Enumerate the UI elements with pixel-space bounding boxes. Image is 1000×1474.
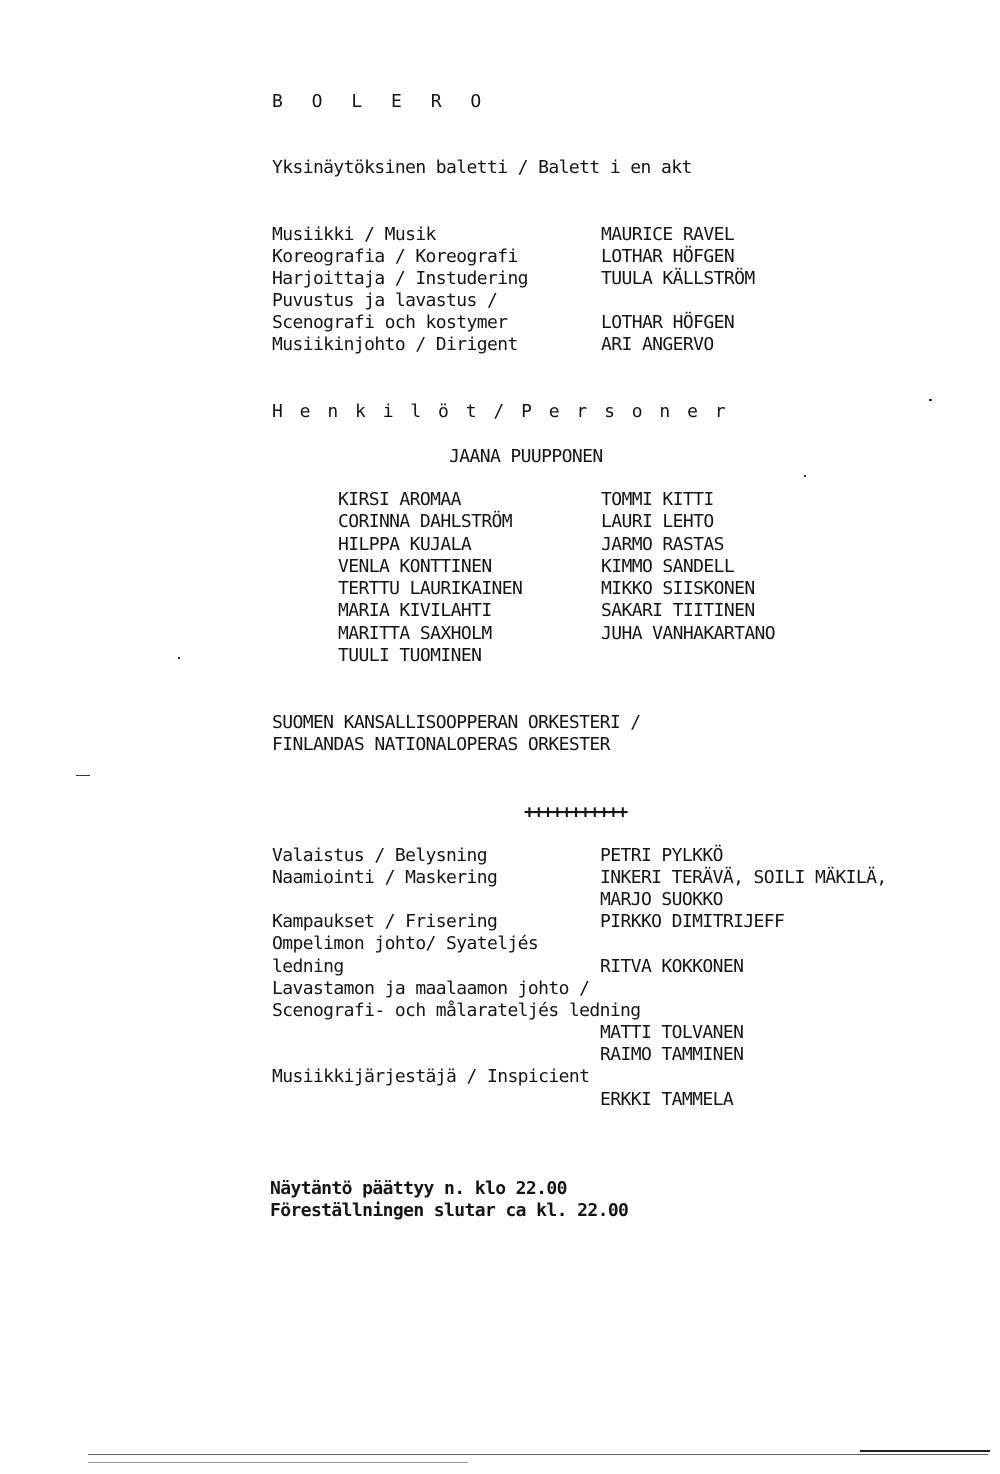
scan-edge-line bbox=[88, 1454, 988, 1455]
credit-role: Musiikinjohto / Dirigent bbox=[272, 334, 518, 355]
credit-name: LOTHAR HÖFGEN bbox=[601, 246, 735, 267]
credit-name: LOTHAR HÖFGEN bbox=[601, 312, 735, 333]
scan-speck bbox=[804, 475, 806, 477]
dancer-name: MARITTA SAXHOLM bbox=[338, 623, 492, 644]
staff-name: INKERI TERÄVÄ, SOILI MÄKILÄ, bbox=[600, 867, 887, 888]
lead-dancer: JAANA PUUPPONEN bbox=[449, 446, 603, 467]
end-time-sv: Föreställningen slutar ca kl. 22.00 bbox=[270, 1200, 629, 1221]
staff-name: PIRKKO DIMITRIJEFF bbox=[600, 911, 785, 932]
dancer-name: VENLA KONTTINEN bbox=[338, 556, 492, 577]
credit-role: Harjoittaja / Instudering bbox=[272, 268, 528, 289]
dancer-name: JARMO RASTAS bbox=[601, 534, 724, 555]
dancer-name: KIRSI AROMAA bbox=[338, 489, 461, 510]
staff-role: Naamiointi / Maskering bbox=[272, 867, 498, 888]
end-time-fi: Näytäntö päättyy n. klo 22.00 bbox=[270, 1178, 567, 1199]
scan-edge-line bbox=[88, 1462, 468, 1463]
persons-heading: H e n k i l ö t / P e r s o n e r bbox=[272, 401, 729, 422]
staff-name: RITVA KOKKONEN bbox=[600, 956, 744, 977]
dancer-name: CORINNA DAHLSTRÖM bbox=[338, 511, 513, 532]
dancer-name: SAKARI TIITINEN bbox=[601, 600, 755, 621]
dancer-name: TOMMI KITTI bbox=[601, 489, 714, 510]
scan-speck bbox=[76, 775, 90, 776]
staff-role: Kampaukset / Frisering bbox=[272, 911, 498, 932]
scan-speck bbox=[929, 399, 932, 401]
credit-role: Puvustus ja lavastus / bbox=[272, 290, 498, 311]
credit-role: Musiikki / Musik bbox=[272, 224, 436, 245]
staff-role: Lavastamon ja maalaamon johto / bbox=[272, 978, 590, 999]
scan-speck bbox=[178, 657, 180, 659]
dancer-name: TUULI TUOMINEN bbox=[338, 645, 482, 666]
staff-role: Scenografi- och målarateljés ledning bbox=[272, 1000, 641, 1021]
subtitle: Yksinäytöksinen baletti / Balett i en akt bbox=[272, 157, 692, 178]
dancer-name: MARIA KIVILAHTI bbox=[338, 600, 492, 621]
staff-name: MARJO SUOKKO bbox=[600, 889, 723, 910]
credit-role: Scenografi och kostymer bbox=[272, 312, 508, 333]
dancer-name: KIMMO SANDELL bbox=[601, 556, 735, 577]
dancer-name: LAURI LEHTO bbox=[601, 511, 714, 532]
credit-role: Koreografia / Koreografi bbox=[272, 246, 518, 267]
staff-role: Valaistus / Belysning bbox=[272, 845, 487, 866]
credit-name: TUULA KÄLLSTRÖM bbox=[601, 268, 755, 289]
staff-name: MATTI TOLVANEN bbox=[600, 1022, 744, 1043]
staff-role: Musiikkijärjestäjä / Inspicient bbox=[272, 1066, 590, 1087]
staff-name: PETRI PYLKKÖ bbox=[600, 845, 723, 866]
staff-name: ERKKI TAMMELA bbox=[600, 1089, 734, 1110]
staff-role: ledning bbox=[272, 956, 344, 977]
separator: +++++++++++ bbox=[524, 802, 627, 823]
staff-name: RAIMO TAMMINEN bbox=[600, 1044, 744, 1065]
credit-name: MAURICE RAVEL bbox=[601, 224, 735, 245]
orchestra-line: FINLANDAS NATIONALOPERAS ORKESTER bbox=[272, 734, 610, 755]
dancer-name: HILPPA KUJALA bbox=[338, 534, 472, 555]
scan-edge-line bbox=[860, 1450, 990, 1452]
dancer-name: JUHA VANHAKARTANO bbox=[601, 623, 776, 644]
staff-role: Ompelimon johto/ Syateljés bbox=[272, 933, 539, 954]
dancer-name: MIKKO SIISKONEN bbox=[601, 578, 755, 599]
orchestra-line: SUOMEN KANSALLISOOPPERAN ORKESTERI / bbox=[272, 712, 641, 733]
title: B O L E R O bbox=[272, 91, 491, 112]
credit-name: ARI ANGERVO bbox=[601, 334, 714, 355]
dancer-name: TERTTU LAURIKAINEN bbox=[338, 578, 523, 599]
